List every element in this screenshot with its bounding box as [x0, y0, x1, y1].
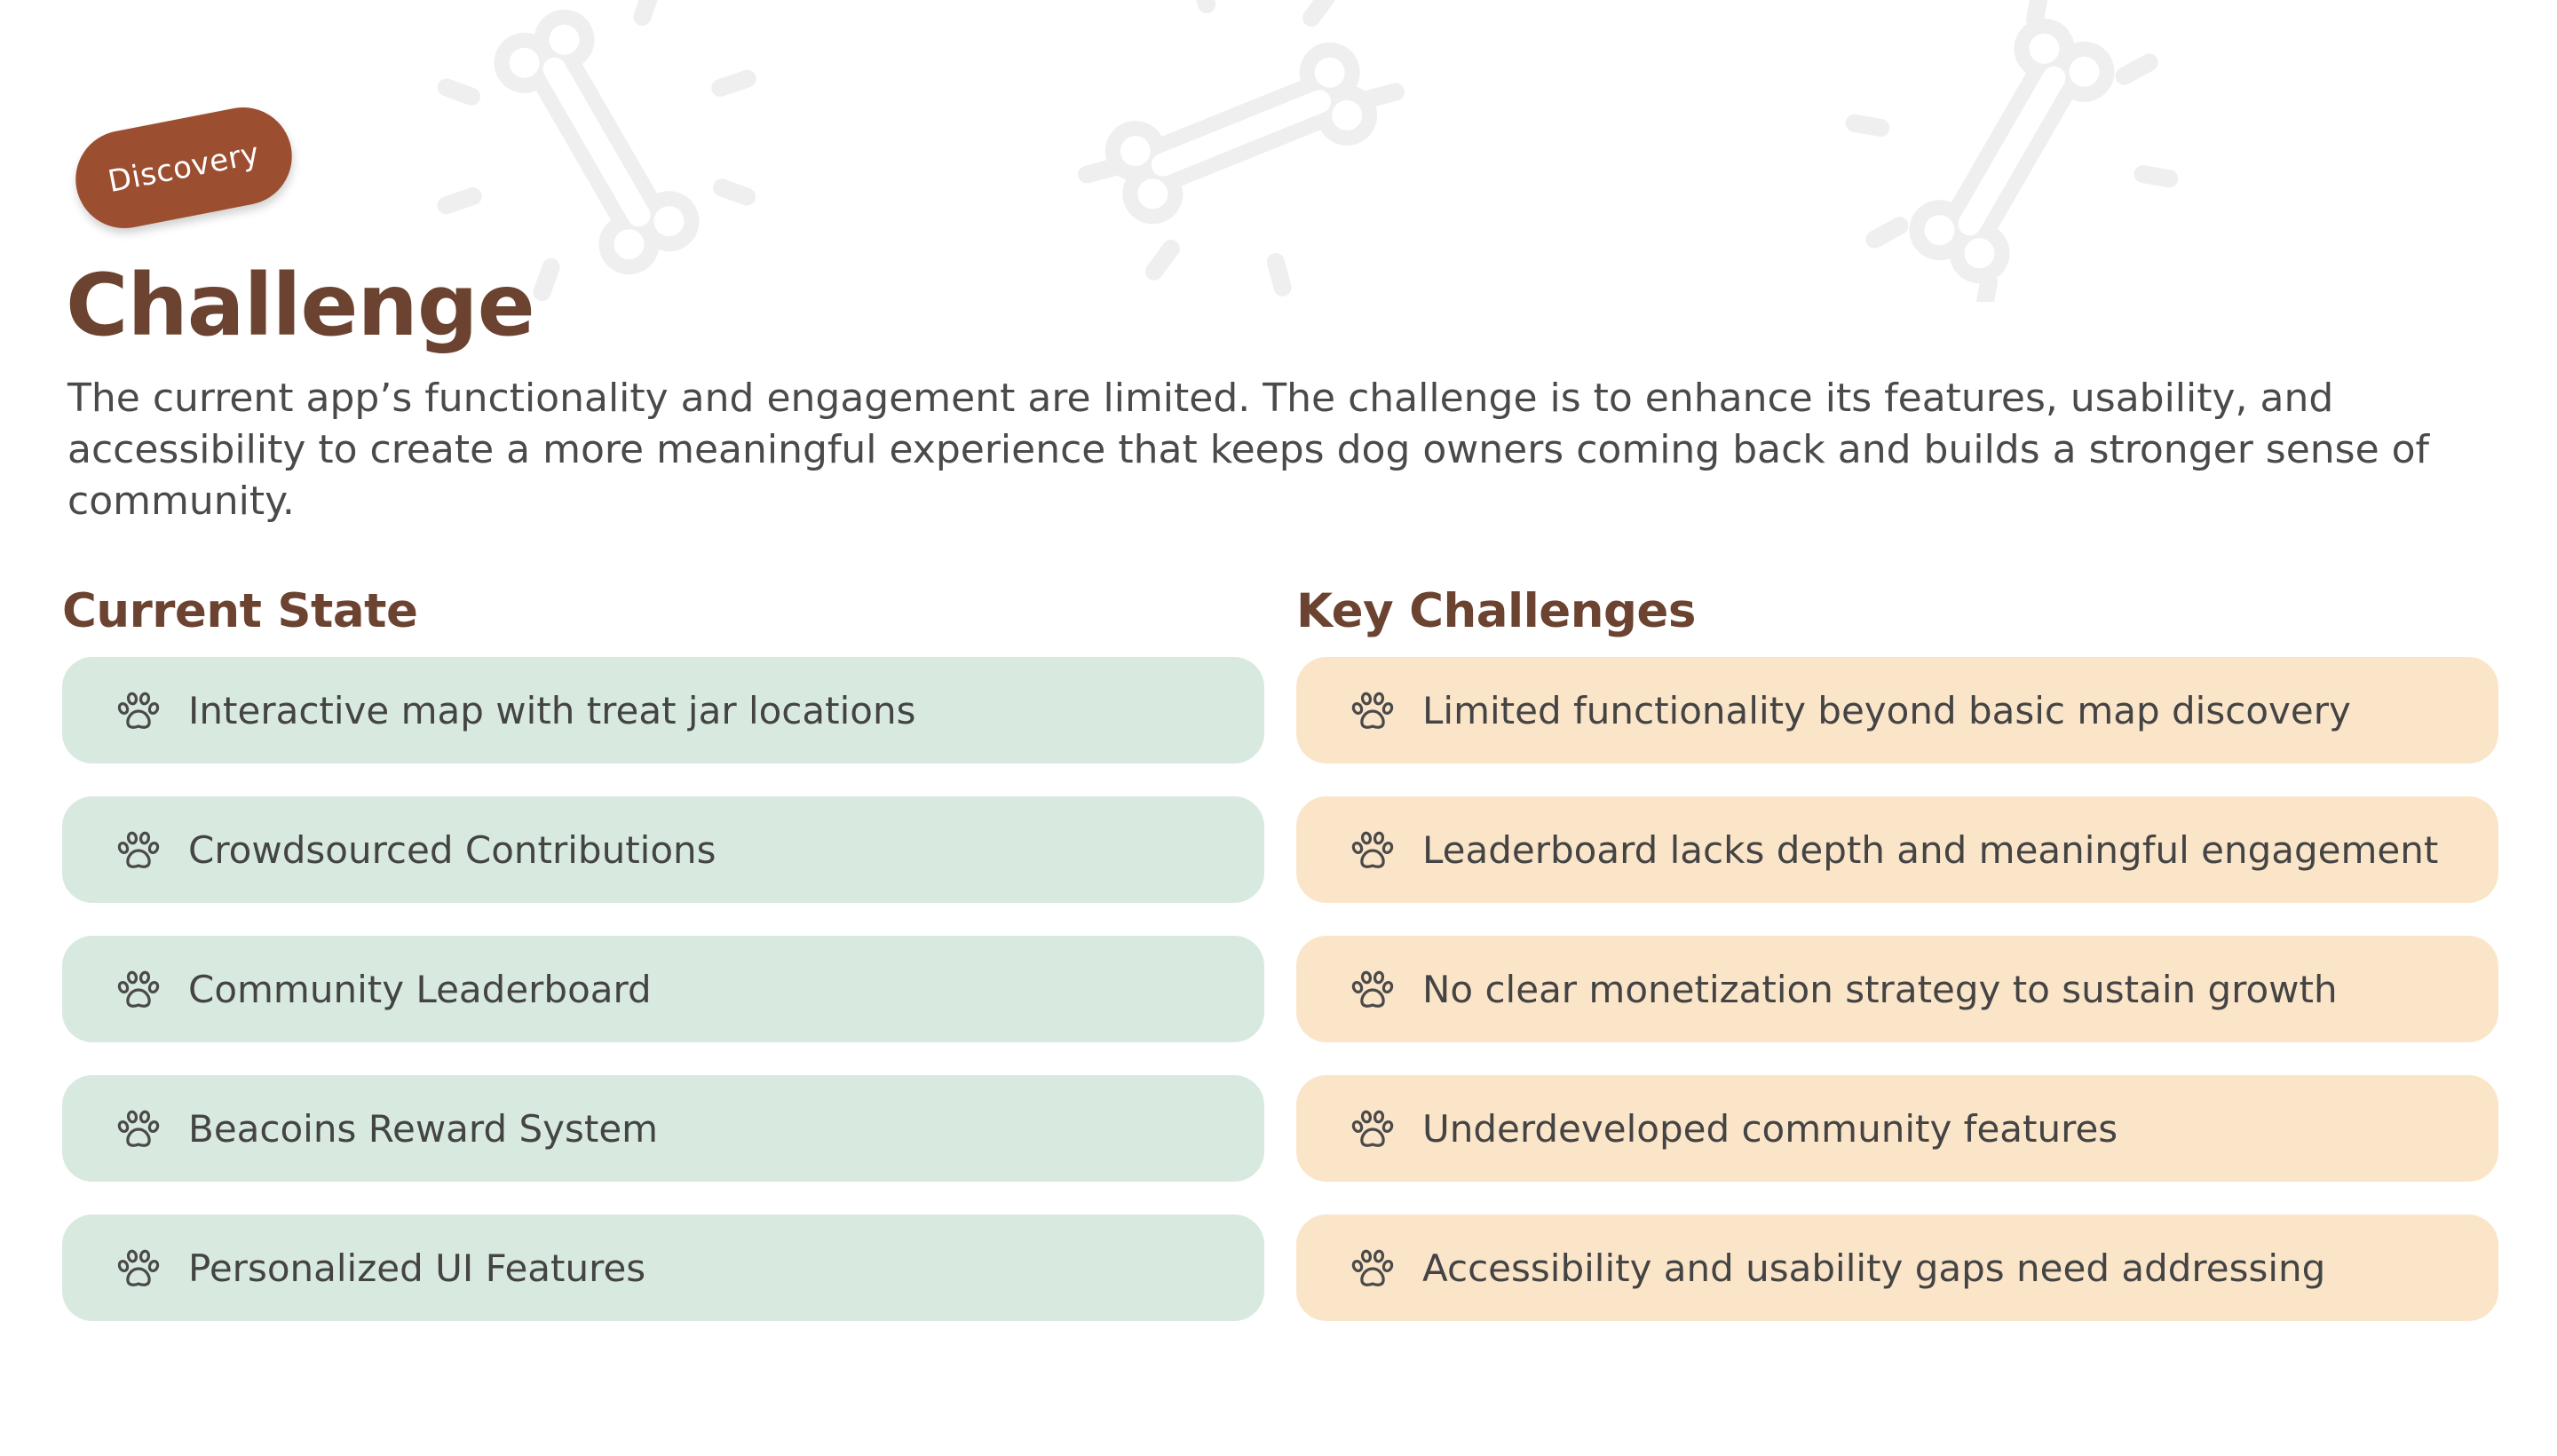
key-challenges-heading: Key Challenges	[1296, 584, 1696, 638]
key-challenges-list	[1296, 657, 2498, 1354]
page-description: The current app’s functionality and engagement are limited. The challenge is to enhance its features, usability, and accessibility to create a more meaningful experience that keeps dog owners coming back and builds a stronger sense of community.	[67, 376, 2430, 524]
paw-icon	[1350, 1245, 1396, 1291]
current-state-item	[62, 657, 1264, 764]
paw-icon	[115, 827, 162, 873]
current-state-item-label: Interactive map with treat jar locations	[188, 688, 916, 732]
current-state-item	[62, 936, 1264, 1042]
paw-icon	[1350, 1105, 1396, 1151]
section-badge: Discovery	[67, 99, 300, 237]
paw-icon	[1350, 687, 1396, 733]
paw-icon	[115, 687, 162, 733]
current-state-heading: Current State	[62, 584, 418, 638]
paw-icon	[1350, 966, 1396, 1012]
key-challenges-item	[1296, 936, 2498, 1042]
key-challenges-item-label: Limited functionality beyond basic map discovery	[1422, 688, 2351, 732]
key-challenges-item	[1296, 796, 2498, 903]
key-challenges-item-label: Leaderboard lacks depth and meaningful engagement	[1422, 827, 2439, 872]
bone-icon	[1046, 0, 1437, 302]
key-challenges-item	[1296, 1215, 2498, 1321]
paw-icon	[115, 966, 162, 1012]
key-challenges-item-label: Underdeveloped community features	[1422, 1106, 2118, 1151]
current-state-item	[62, 796, 1264, 903]
current-state-item-label: Personalized UI Features	[188, 1246, 646, 1290]
current-state-item	[62, 1075, 1264, 1182]
paw-icon	[115, 1105, 162, 1151]
current-state-item-label: Crowdsourced Contributions	[188, 827, 716, 872]
current-state-item	[62, 1215, 1264, 1321]
current-state-list	[62, 657, 1264, 1354]
key-challenges-item	[1296, 1075, 2498, 1182]
paw-icon	[115, 1245, 162, 1291]
bone-icon	[1826, 0, 2197, 302]
paw-icon	[1350, 827, 1396, 873]
current-state-item-label: Community Leaderboard	[188, 967, 652, 1011]
key-challenges-item-label: No clear monetization strategy to sustain growth	[1422, 967, 2338, 1011]
page-title: Challenge	[66, 256, 534, 355]
key-challenges-item-label: Accessibility and usability gaps need addressing	[1422, 1246, 2326, 1290]
key-challenges-item	[1296, 657, 2498, 764]
current-state-item-label: Beacoins Reward System	[188, 1106, 659, 1151]
